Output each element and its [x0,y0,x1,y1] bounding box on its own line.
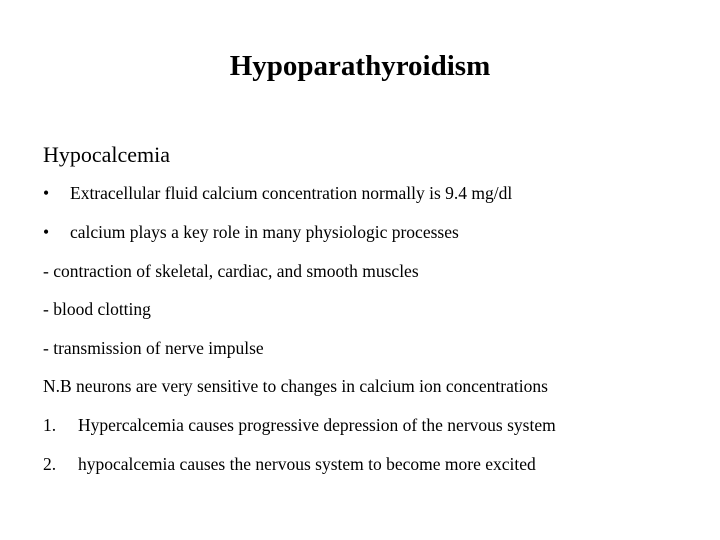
slide-subtitle: Hypocalcemia [43,142,171,167]
dash-item: - blood clotting [43,299,151,319]
bullet-item [43,183,512,204]
numbered-item [43,454,536,475]
numbered-marker: 2. [43,454,57,474]
slide-title: Hypoparathyroidism [229,50,491,82]
bullet-text: calcium plays a key role in many physiologic processes [70,222,459,242]
bullet-marker: • [43,183,50,203]
bullet-marker: • [43,222,50,242]
dash-item: - transmission of nerve impulse [43,338,264,358]
numbered-item [43,415,556,436]
numbered-text: Hypercalcemia causes progressive depression of the nervous system [78,415,556,435]
bullet-item [43,222,459,243]
dash-item: - contraction of skeletal, cardiac, and smooth muscles [43,261,419,281]
numbered-marker: 1. [43,415,57,435]
note-line: N.B neurons are very sensitive to changes in calcium ion concentrations [43,376,548,396]
bullet-text: Extracellular fluid calcium concentration normally is 9.4 mg/dl [70,183,513,203]
numbered-text: hypocalcemia causes the nervous system to become more excited [78,454,536,474]
